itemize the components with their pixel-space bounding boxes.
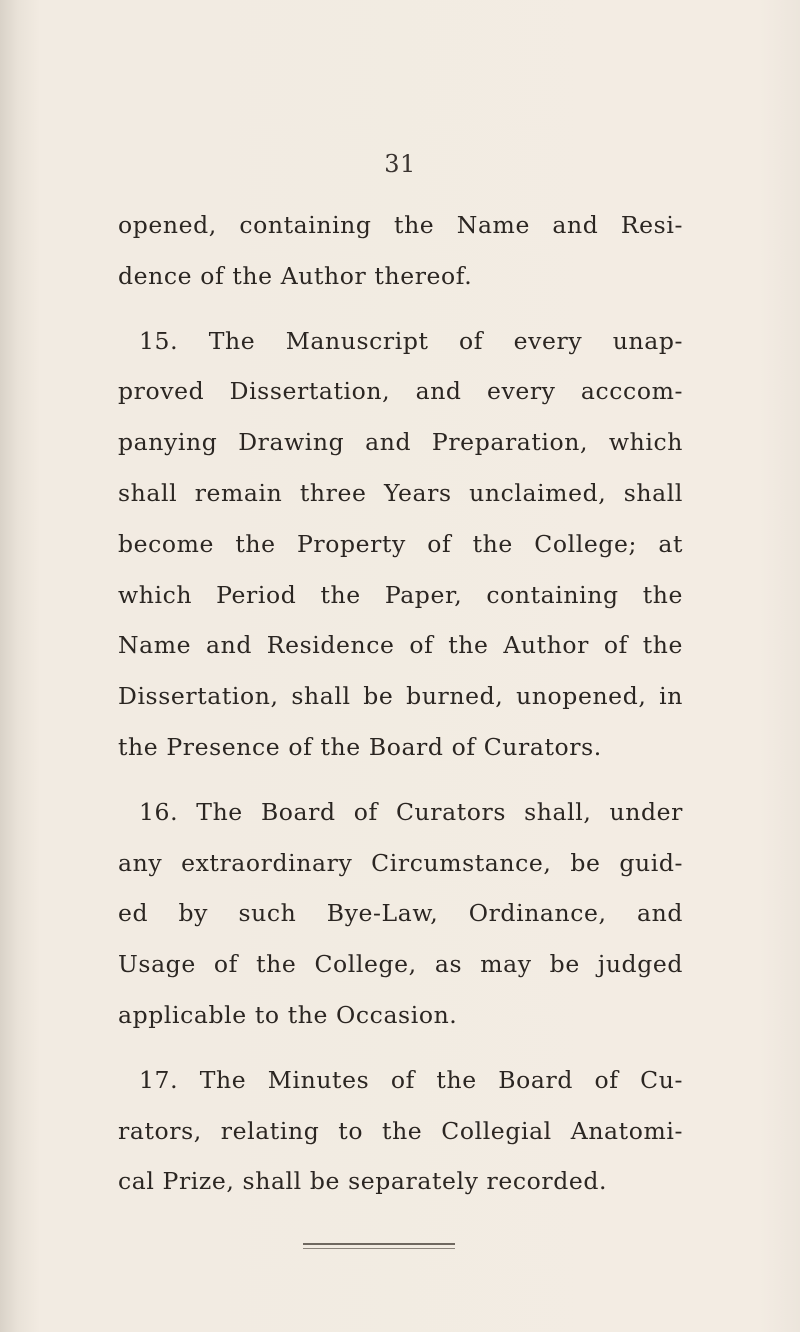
- rule-line: [303, 1243, 455, 1245]
- text-line: cal Prize, shall be separately recorded.: [118, 1167, 608, 1196]
- text-line: Usage of the College, as may be judged: [118, 950, 683, 979]
- text-line: become the Property of the College; at: [118, 529, 683, 558]
- text-line: proved Dissertation, and every acccom-: [118, 377, 683, 406]
- text-line: opened, containing the Name and Resi-: [118, 211, 683, 239]
- text-line: ed by such Bye-Law, Ordinance, and: [118, 899, 683, 928]
- rule-line: [303, 1248, 455, 1249]
- body-text: [118, 200, 683, 1207]
- text-line: dence of the Author thereof.: [118, 261, 473, 290]
- page-number: 31: [384, 150, 416, 178]
- text-line: 17. The Minutes of the Board of Cu-: [139, 1065, 683, 1094]
- text-line: any extraordinary Circumstance, be guid-: [118, 848, 683, 877]
- text-line: shall remain three Years unclaimed, shall: [118, 478, 683, 507]
- closing-double-rule: [303, 1243, 455, 1252]
- text-line: 16. The Board of Curators shall, under: [139, 797, 683, 826]
- text-line: rators, relating to the Collegial Anatomi-: [118, 1116, 683, 1145]
- text-line: the Presence of the Board of Curators.: [118, 732, 602, 761]
- text-line: which Period the Paper, containing the: [118, 580, 683, 609]
- text-line: Name and Residence of the Author of the: [118, 631, 683, 660]
- text-line: panying Drawing and Preparation, which: [118, 428, 683, 457]
- text-line: 15. The Manuscript of every unap-: [139, 326, 683, 355]
- paragraph-17: [118, 1055, 683, 1207]
- text-line: applicable to the Occasion.: [118, 1000, 458, 1029]
- paragraph-16: [118, 787, 683, 1041]
- text-line: Dissertation, shall be burned, unopened, in: [118, 682, 683, 711]
- paragraph-continuation: [118, 200, 683, 302]
- paragraph-15: [118, 316, 683, 773]
